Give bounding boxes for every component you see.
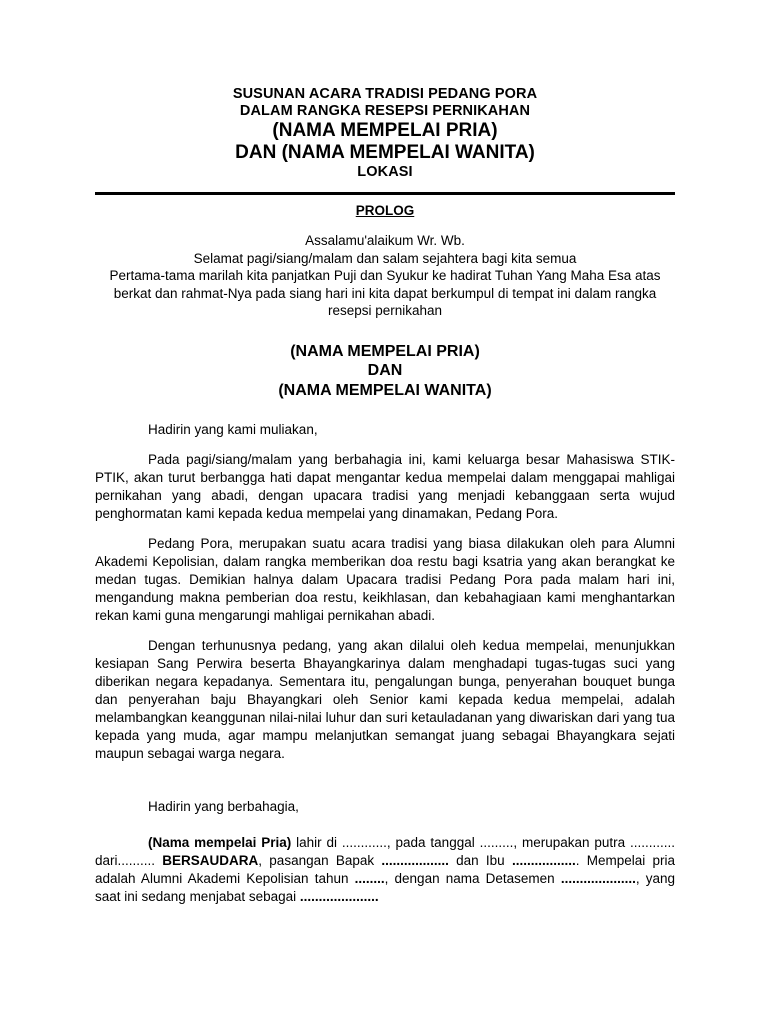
bio-father-placeholder: .................. [381, 853, 449, 868]
prolog-heading: PROLOG [355, 203, 415, 218]
couple-names [95, 342, 675, 401]
prolog-greeting [95, 232, 675, 320]
bio-text-4: . Mempelai pria adalah Alumni Akademi Kepolisian tahun [95, 853, 676, 886]
bio-siblings-placeholder: BERSAUDARA [162, 853, 259, 868]
bio-text-5: , dengan nama Detasemen [384, 871, 561, 886]
bio-year-placeholder: ........ [354, 871, 385, 886]
greeting-selamat: Selamat pagi/siang/malam dan salam sejahtera bagi kita semua [193, 250, 577, 266]
address-hadirin-1: Hadirin yang kami muliakan, [148, 422, 318, 437]
couple-groom: (NAMA MEMPELAI PRIA) [290, 342, 480, 360]
bio-text-2: , pasangan Bapak [258, 853, 382, 868]
bio-text-3: dan Ibu [448, 853, 512, 868]
bio-text-1: lahir di ............, pada tanggal ........., merupakan putra ............ dari.......... [95, 835, 676, 868]
title-line-1: SUSUNAN ACARA TRADISI PEDANG PORA [232, 86, 538, 102]
greeting-salam: Assalamu'alaikum Wr. Wb. [305, 233, 465, 248]
header-divider [95, 192, 675, 195]
paragraph-pedang-pora: Pedang Pora, merupakan suatu acara tradisi yang biasa dilakukan oleh para Alumni Akademi Kepolisian, dalam rangka memberikan doa restu bagi ksatria yang akan berangkat ke medan tugas. Demikian halnya dalam Upacara tradisi Pedang Pora pada malam hari ini, mengandung makna pemberian doa restu, keikhlasan, dan kebahagiaan kami menghantarkan rekan kami guna mengarungi mahligai pernikahan abadi. [95, 536, 675, 623]
document-page [95, 86, 675, 906]
title-location: LOKASI [357, 164, 413, 180]
title-bride-name: DAN (NAMA MEMPELAI WANITA) [235, 142, 535, 163]
bio-position-placeholder: ..................... [299, 889, 379, 904]
address-hadirin-2: Hadirin yang berbahagia, [148, 799, 299, 814]
bio-text-6: , yang saat ini sedang menjabat sebagai [95, 871, 675, 904]
couple-bride: (NAMA MEMPELAI WANITA) [278, 381, 492, 399]
paragraph-meaning: Dengan terhunusnya pedang, yang akan dilalui oleh kedua mempelai, menunjukkan kesiapan Sang Perwira beserta Bhayangkarinya dalam menghadapi tugas-tugas suci yang diberikan negara kepadanya. Sementara itu, pengalungan bunga, penyerahan bouquet bunga dan penyerahan baju Bhayangkari oleh Senior kami kepada kedua mempelai, adalah melambangkan keanggunan nilai-nilai luhur dan suri ketauladanan yang diwariskan dari yang tua kepada yang muda, agar mampu melanjutkan semangat juang sebagai Bhayangkara sejati maupun sebagai warga negara. [95, 638, 675, 761]
groom-name-placeholder: (Nama mempelai Pria) [148, 835, 292, 850]
paragraph-opening: Pada pagi/siang/malam yang berbahagia ini, kami keluarga besar Mahasiswa STIK-PTIK, akan turut berbangga hati dapat mengantar kedua mempelai dalam menggapai mahligai pernikahan yang abadi, dengan upacara tradisi yang menjadi kebanggaan serta wujud penghormatan kami kepada kedua mempelai yang dinamakan, Pedang Pora. [95, 452, 675, 521]
title-groom-name: (NAMA MEMPELAI PRIA) [272, 120, 498, 141]
couple-and: DAN [367, 362, 403, 379]
paragraph-groom-bio [95, 834, 675, 906]
title-line-2: DALAM RANGKA RESEPSI PERNIKAHAN [239, 103, 531, 119]
greeting-pertama: Pertama-tama marilah kita panjatkan Puji dan Syukur ke hadirat Tuhan Yang Maha Esa atas berkat dan rahmat-Nya pada siang hari ini kita dapat berkumpul di tempat ini dalam rangka resepsi pernikahan [109, 268, 661, 318]
bio-detachment-placeholder: .................... [560, 871, 636, 886]
bio-mother-placeholder: ................. [511, 853, 576, 868]
